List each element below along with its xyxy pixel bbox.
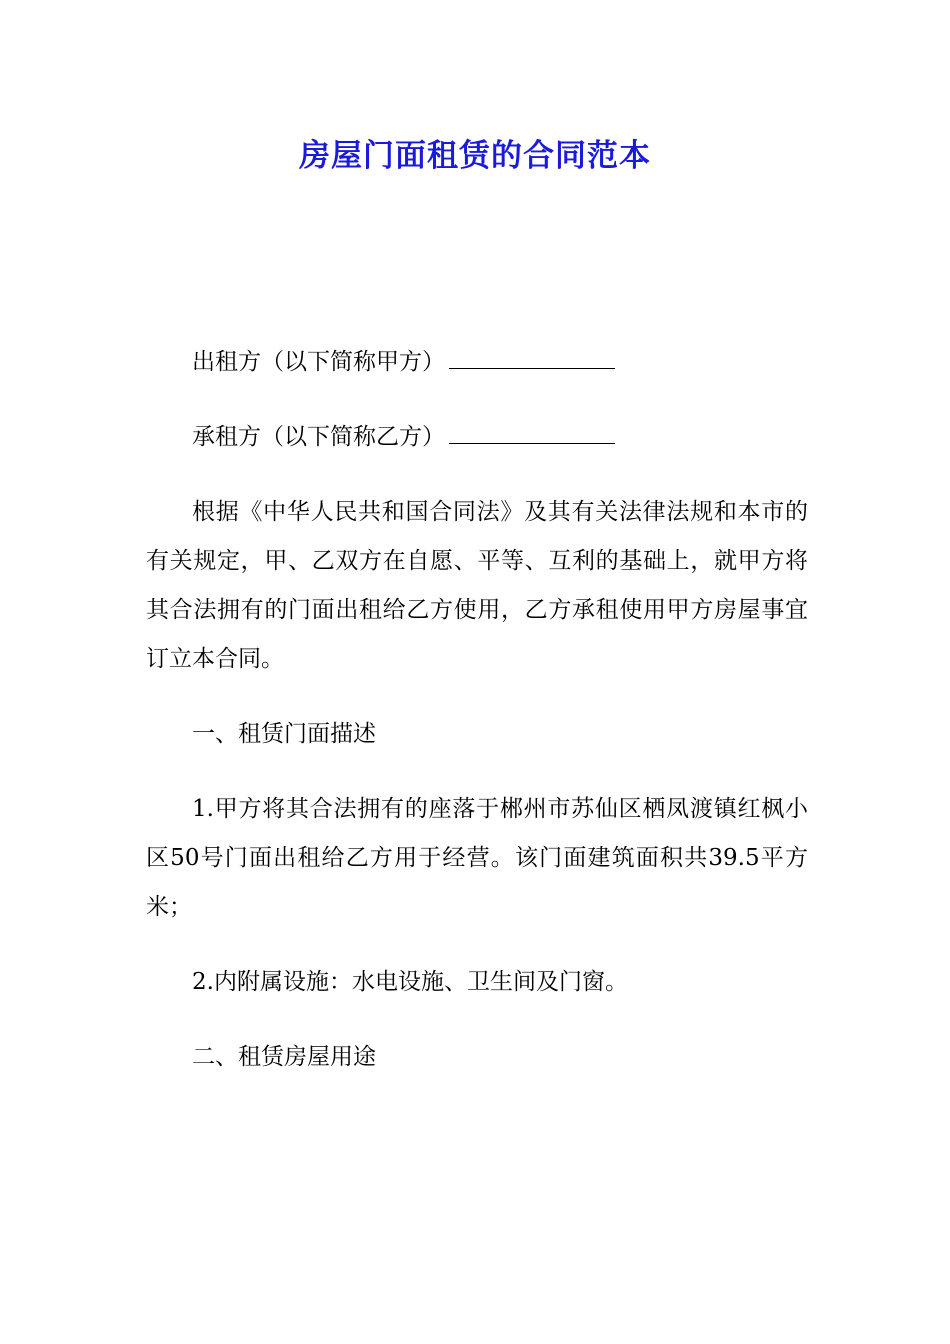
- lessor-label: 出租方（以下简称甲方）: [192, 349, 445, 375]
- lessee-label: 承租方（以下简称乙方）: [192, 424, 445, 450]
- lessor-blank-line: [449, 344, 615, 369]
- section-heading-1: 一、租赁门面描述: [192, 721, 376, 747]
- paragraph-lessee: [146, 413, 808, 462]
- document-title: 房屋门面租赁的合同范本: [299, 138, 651, 174]
- clause-1-1: 1.甲方将其合法拥有的座落于郴州市苏仙区栖凤渡镇红枫小区50号门面出租给乙方用于经营。该门面建筑面积共39.5平方米；: [146, 796, 808, 920]
- clause-1-2: 2.内附属设施：水电设施、卫生间及门窗。: [192, 969, 628, 995]
- lessee-blank-line: [449, 419, 615, 444]
- document-body: [146, 338, 808, 1108]
- paragraph-preamble: 根据《中华人民共和国合同法》及其有关法律法规和本市的有关规定，甲、乙双方在自愿、平等、互利的基础上，就甲方将其合法拥有的门面出租给乙方使用，乙方承租使用甲方房屋事宜订立本合同。: [146, 499, 808, 672]
- paragraph-lessor: [146, 338, 808, 387]
- section-heading-2: 二、租赁房屋用途: [192, 1044, 376, 1070]
